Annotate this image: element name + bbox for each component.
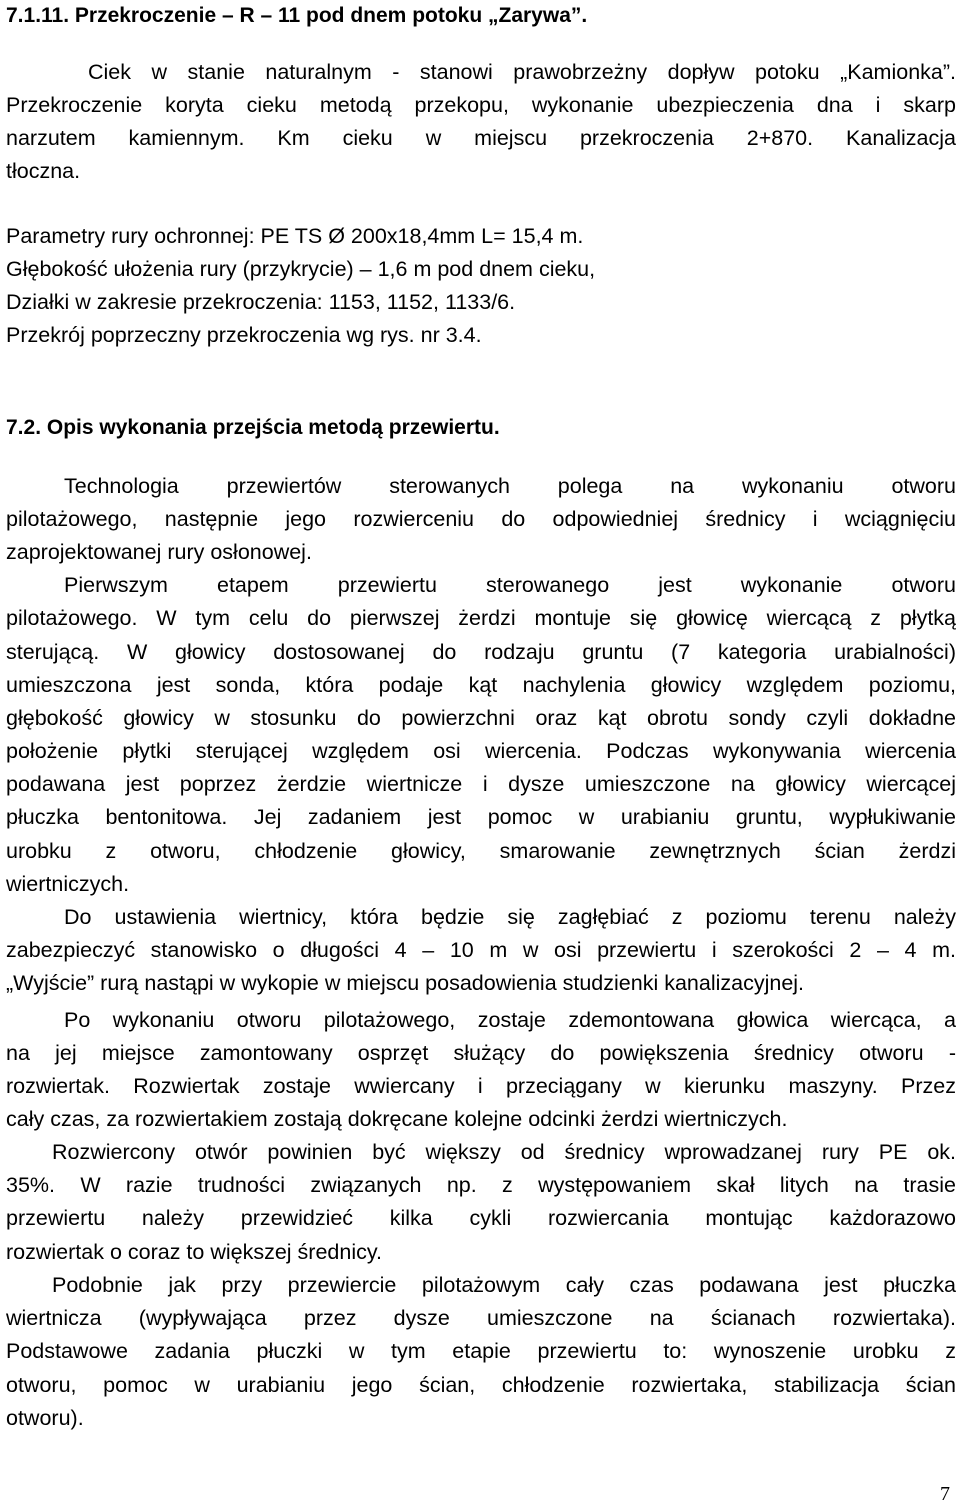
paragraph-line: Pierwszym etapem przewiertu sterowanego jest wykonanie otworu [64,573,956,597]
paragraph-line: Technologia przewiertów sterowanych polega na wykonaniu otworu [64,474,956,498]
paragraph-line: na jej miejsce zamontowany osprzęt służący do powiększenia średnicy otworu - [6,1041,956,1065]
paragraph-line: cały czas, za rozwiertakiem zostają dokręcane kolejne odcinki żerdzi wiertniczych. [6,1107,788,1131]
paragraph-line: pilotażowego. W tym celu do pierwszej żerdzi montuje się głowicę wiercącą z płytką [6,606,956,630]
parameter-line: Parametry rury ochronnej: PE TS Ø 200x18,4mm L= 15,4 m. [6,224,584,248]
parameter-line: Głębokość ułożenia rury (przykrycie) – 1,6 m pod dnem cieku, [6,257,596,281]
paragraph-line: przewiertu należy przewidzieć kilka cykli rozwiercania montując każdorazowo [6,1206,956,1230]
parameter-line: Działki w zakresie przekroczenia: 1153, 1152, 1133/6. [6,290,516,314]
paragraph-line: położenie płytki sterującej względem osi wiercenia. Podczas wykonywania wiercenia [6,739,956,763]
paragraph-line: tłoczna. [6,159,81,183]
paragraph-line: 35%. W razie trudności związanych np. z występowaniem skał litych na trasie [6,1173,956,1197]
paragraph-line: otworu). [6,1406,84,1430]
parameter-line: Przekrój poprzeczny przekroczenia wg rys. nr 3.4. [6,323,482,347]
paragraph-line: pilotażowego, następnie jego rozwierceniu do odpowiedniej średnicy i wciągnięciu [6,507,956,531]
paragraph-line: narzutem kamiennym. Km cieku w miejscu przekroczenia 2+870. Kanalizacja [6,126,956,150]
paragraph-line: Po wykonaniu otworu pilotażowego, zostaje zdemontowana głowica wiercąca, a [64,1008,956,1032]
paragraph-line: Przekroczenie koryta cieku metodą przekopu, wykonanie ubezpieczenia dna i skarp [6,93,956,117]
paragraph-line: Rozwiercony otwór powinien być większy od średnicy wprowadzanej rury PE ok. [52,1140,956,1164]
page-number: 7 [940,1483,950,1505]
paragraph-line: urobku z otworu, chłodzenie głowicy, smarowanie zewnętrznych ścian żerdzi [6,839,956,863]
paragraph-line: wiertnicza (wypływająca przez dysze umieszczone na ścianach rozwiertaka). [6,1306,956,1330]
paragraph-line: rozwiertak. Rozwiertak zostaje wwiercany i przeciągany w kierunku maszyny. Przez [6,1074,956,1098]
paragraph-line: zabezpieczyć stanowisko o długości 4 – 10 m w osi przewiertu i szerokości 2 – 4 m. [6,938,956,962]
paragraph-line: wiertniczych. [6,872,130,896]
paragraph-line: sterującą. W głowicy dostosowanej do rodzaju gruntu (7 kategoria urabialności) [6,640,956,664]
paragraph-line: Do ustawienia wiertnicy, która będzie się zagłębiać z poziomu terenu należy [64,905,956,929]
section-heading: 7.1.11. Przekroczenie – R – 11 pod dnem potoku „Zarywa”. [6,4,588,27]
paragraph-line: zaprojektowanej rury osłonowej. [6,540,312,564]
subsection-heading: 7.2. Opis wykonania przejścia metodą przewiertu. [6,416,500,439]
paragraph-line: „Wyjście” rurą nastąpi w wykopie w miejscu posadowienia studzienki kanalizacyjnej. [6,971,805,995]
paragraph-line: płuczka bentonitowa. Jej zadaniem jest pomoc w urabianiu gruntu, wypłukiwanie [6,805,956,829]
paragraph-line: umieszczona jest sonda, która podaje kąt nachylenia głowicy względem poziomu, [6,673,956,697]
paragraph-line: Ciek w stanie naturalnym - stanowi prawobrzeżny dopływ potoku „Kamionka”. [88,60,956,84]
paragraph-line: otworu, pomoc w urabianiu jego ścian, chłodzenie rozwiertaka, stabilizacja ścian [6,1373,956,1397]
paragraph-line: Podobnie jak przy przewiercie pilotażowym cały czas podawana jest płuczka [52,1273,956,1297]
paragraph-line: Podstawowe zadania płuczki w tym etapie przewiertu to: wynoszenie urobku z [6,1339,956,1363]
paragraph-line: rozwiertak o coraz to większej średnicy. [6,1240,382,1264]
paragraph-line: głębokość głowicy w stosunku do powierzchni oraz kąt obrotu sondy czyli dokładne [6,706,956,730]
paragraph-line: podawana jest poprzez żerdzie wiertnicze i dysze umieszczone na głowicy wiercącej [6,772,956,796]
